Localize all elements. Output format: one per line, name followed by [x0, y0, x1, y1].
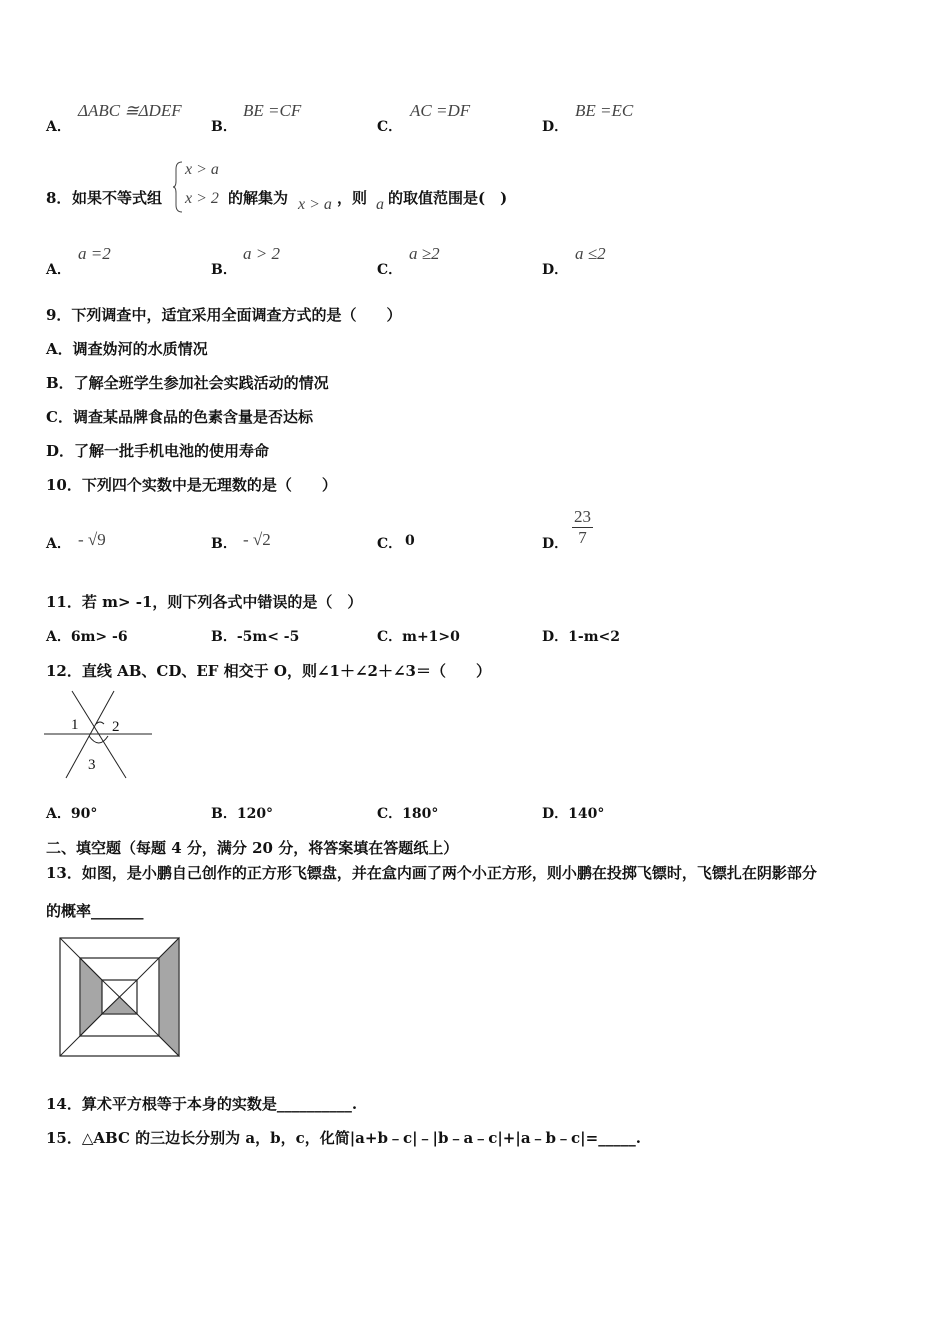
q8-option-d-label: D．	[542, 262, 569, 278]
q12-option-b: B．120°	[211, 806, 274, 822]
dartboard-figure	[58, 936, 182, 1058]
q15-text: 15．△ABC 的三边长分别为 a，b，c，化简|a+b﹣c|﹣|b﹣a﹣c|+|a﹣b﹣c|=_____.	[46, 1129, 641, 1147]
q11-option-d: D．1-m<2	[542, 629, 620, 645]
q11-option-b: B．-5m< -5	[211, 629, 300, 645]
q8-option-c-math: a ≥2	[409, 244, 440, 263]
q10-option-c-value: 0	[405, 533, 415, 549]
q12-option-c: C．180°	[377, 806, 439, 822]
q10-option-d-label: D．	[542, 536, 569, 552]
intersecting-lines-figure	[44, 688, 154, 780]
q8-option-b-math: a > 2	[243, 244, 280, 263]
q11-stem: 11．若 m> -1，则下列各式中错误的是（ ）	[46, 593, 363, 611]
angle-label-1: 1	[71, 717, 79, 733]
q9-stem: 9．下列调查中，适宜采用全面调查方式的是（ ）	[46, 306, 402, 324]
q13-line-1: 13．如图，是小鹏自己创作的正方形飞镖盘，并在盒内画了两个小正方形，则小鹏在投掷飞镖时，飞镖扎在阴影部分	[46, 864, 817, 882]
q9-option-d: D．了解一批手机电池的使用寿命	[46, 442, 270, 460]
q10-option-c-label: C．	[377, 536, 403, 552]
q10-option-a-label: A．	[46, 536, 71, 552]
q9-option-a: A．调查妫河的水质情况	[46, 340, 208, 358]
q7-option-b-label: B．	[211, 119, 237, 135]
q7-option-d-label: D．	[542, 119, 569, 135]
q7-option-a-math: ΔABC ≅ΔDEF	[78, 101, 182, 120]
q10-option-d-fraction	[572, 507, 593, 548]
q8-option-a-math: a =2	[78, 244, 111, 263]
fraction-denominator: 7	[578, 528, 587, 547]
q12-stem: 12．直线 AB、CD、EF 相交于 O，则∠1＋∠2＋∠3＝（ ）	[46, 662, 491, 680]
q10-option-b-value: - √2	[243, 530, 271, 549]
q13-line-2: 的概率_______	[46, 902, 144, 920]
q9-option-c: C．调查某品牌食品的色素含量是否达标	[46, 408, 313, 426]
angle-label-3: 3	[88, 757, 96, 773]
q7-option-b-math: BE =CF	[243, 101, 302, 120]
q8-option-c-label: C．	[377, 262, 403, 278]
q8-number: 8．	[46, 189, 72, 207]
section-heading: 二、填空题（每题 4 分，满分 20 分，将答案填在答题纸上）	[46, 839, 459, 857]
q8-option-a-label: A．	[46, 262, 71, 278]
q8-system-line-1: x > a	[185, 161, 219, 178]
q8-variable: a	[376, 196, 384, 213]
q12-option-d: D．140°	[542, 806, 605, 822]
q11-option-c: C．m+1>0	[377, 629, 460, 645]
fraction-numerator: 23	[574, 507, 591, 526]
q8-system-line-2: x > 2	[185, 190, 219, 207]
q7-option-c-label: C．	[377, 119, 403, 135]
q10-stem: 10．下列四个实数中是无理数的是（ ）	[46, 476, 337, 494]
q8-text-2: 的解集为	[228, 189, 289, 207]
q7-option-a-label: A．	[46, 119, 71, 135]
q8-text-3: ，则	[337, 189, 368, 207]
brace-icon	[172, 161, 184, 213]
q8-option-b-label: B．	[211, 262, 237, 278]
q7-option-c-math: AC =DF	[410, 101, 471, 120]
q10-option-a-value: - √9	[78, 530, 106, 549]
q14-text: 14．算术平方根等于本身的实数是__________.	[46, 1095, 358, 1113]
q9-option-b: B．了解全班学生参加社会实践活动的情况	[46, 374, 329, 392]
q8-solution: x > a	[298, 196, 332, 213]
q8-option-d-math: a ≤2	[575, 244, 606, 263]
q7-option-d-math: BE =EC	[575, 101, 634, 120]
q10-option-b-label: B．	[211, 536, 237, 552]
q11-option-a: A．6m> -6	[46, 629, 128, 645]
q12-option-a: A．90°	[46, 806, 98, 822]
q8-text-1: 如果不等式组	[72, 189, 163, 207]
q8-text-4: 的取值范围是( )	[388, 189, 508, 207]
angle-label-2: 2	[112, 719, 120, 735]
